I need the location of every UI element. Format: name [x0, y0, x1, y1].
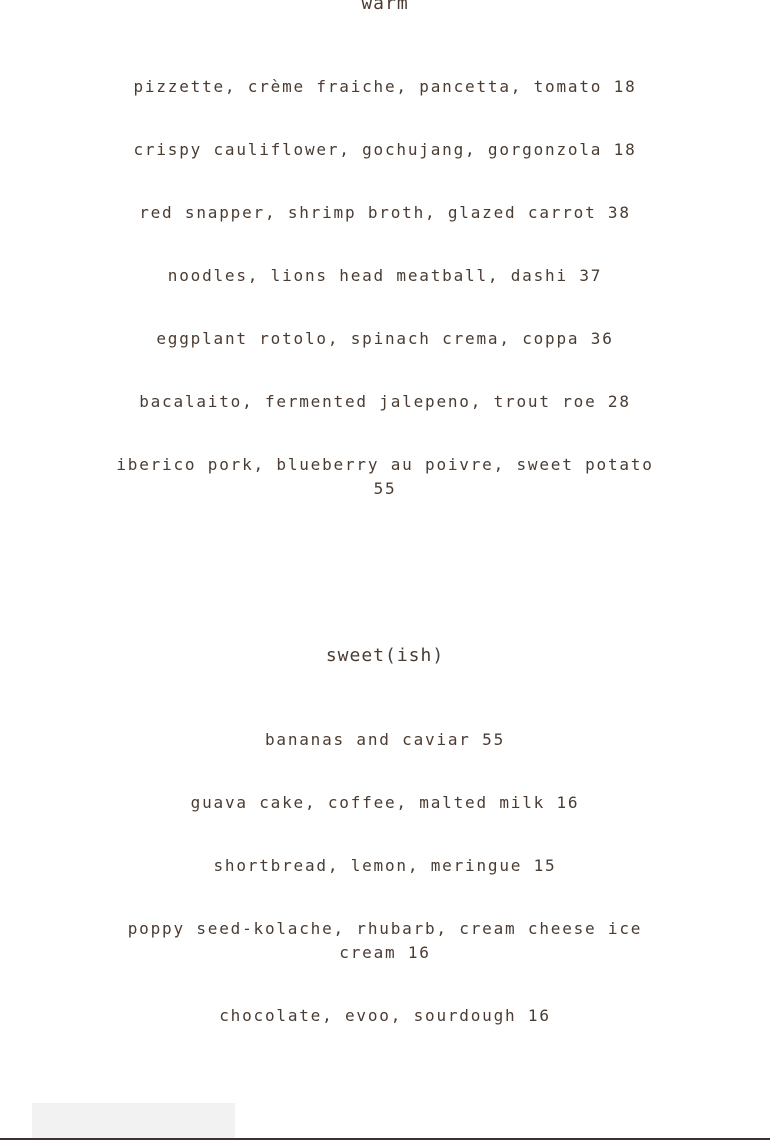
sweet-menu-list [110, 728, 660, 1067]
menu-item: eggplant rotolo, spinach crema, coppa 36 [156, 329, 614, 348]
section-title-warm: warm [361, 0, 409, 14]
menu-item: noodles, lions head meatball, dashi 37 [167, 266, 603, 285]
menu-item: shortbread, lemon, meringue 15 [213, 856, 557, 875]
menu-item: bananas and caviar 55 [264, 730, 506, 749]
bottom-divider [0, 1138, 770, 1140]
menu-item: poppy seed-kolache, rhubarb, cream cheese ice cream 16 [127, 919, 643, 962]
menu-item: iberico pork, blueberry au poivre, sweet potato 55 [116, 455, 654, 498]
menu-item: bacalaito, fermented jalepeno, trout roe 28 [139, 392, 631, 411]
warm-menu-list [110, 75, 660, 540]
menu-item: crispy cauliflower, gochujang, gorgonzola 18 [133, 140, 637, 159]
menu-item: pizzette, crème fraiche, pancetta, tomato 18 [133, 77, 637, 96]
bottom-left-panel [32, 1103, 235, 1138]
section-title-sweet: sweet(ish) [325, 645, 445, 666]
menu-item: red snapper, shrimp broth, glazed carrot 38 [139, 203, 631, 222]
menu-item: chocolate, evoo, sourdough 16 [219, 1006, 551, 1025]
menu-item: guava cake, coffee, malted milk 16 [190, 793, 580, 812]
